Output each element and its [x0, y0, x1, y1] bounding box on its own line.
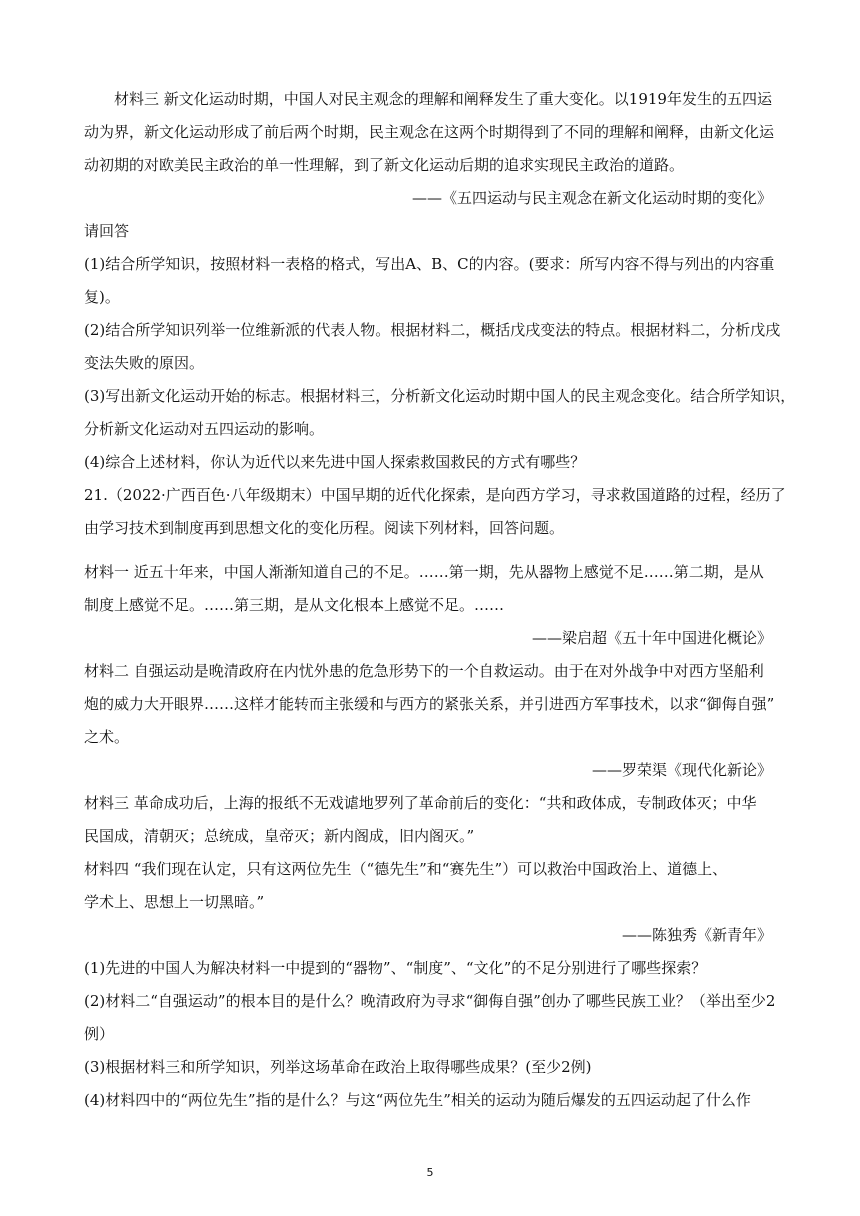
- q21-material-1-source: ——梁启超《五十年中国进化概论》: [531, 629, 772, 647]
- q21-intro-line-2: 由学习技术到制度再到思想文化的变化历程。阅读下列材料，回答问题。: [84, 519, 565, 537]
- q21-material-2-line-2: 炮的威力大开眼界……这样才能转而主张缓和与西方的紧张关系，并引进西方军事技术，以求“御侮自强”: [84, 695, 775, 713]
- q21-material-2-line-1: 材料二 自强运动是晚清政府在内忧外患的危急形势下的一个自救运动。由于在对外战争中对西方坚船利: [84, 662, 764, 680]
- q21-question-3: (3)根据材料三和所学知识，列举这场革命在政治上取得哪些成果？(至少2例): [84, 1058, 592, 1076]
- question-4: (4)综合上述材料，你认为近代以来先进中国人探索救国救民的方式有哪些？: [84, 453, 586, 471]
- q21-material-4-line-1: 材料四 “我们现在认定，只有这两位先生（“德先生”和“赛先生”）可以救治中国政治上、道德上、: [84, 860, 728, 878]
- q21-question-2-line-1: (2)材料二“自强运动”的根本目的是什么？晚清政府为寻求“御侮自强”创办了哪些民族工业？（举出至少2: [84, 992, 776, 1010]
- q21-material-3-line-1: 材料三 革命成功后，上海的报纸不无戏谑地罗列了革命前后的变化：“共和政体成，专制政体灭；中华: [84, 794, 757, 812]
- question-3-line-1: (3)写出新文化运动开始的标志。根据材料三，分析新文化运动时期中国人的民主观念变化。结合所学知识，: [84, 387, 796, 405]
- q21-material-2-line-3: 之术。: [84, 728, 130, 746]
- q21-material-2-source: ——罗荣渠《现代化新论》: [591, 761, 772, 779]
- material-3-source: ——《五四运动与民主观念在新文化运动时期的变化》: [411, 189, 772, 207]
- question-2-line-2: 变法失败的原因。: [84, 354, 205, 372]
- page-number: 5: [426, 1166, 434, 1179]
- question-1-line-2: 复)。: [84, 288, 120, 306]
- prompt-text: 请回答: [84, 222, 130, 240]
- q21-material-1-line-1: 材料一 近五十年来，中国人渐渐知道自己的不足。……第一期，先从器物上感觉不足……第二期，是从: [84, 563, 764, 581]
- q21-material-4-line-2: 学术上、思想上一切黑暗。”: [84, 893, 265, 911]
- question-2-line-1: (2)结合所学知识列举一位维新派的代表人物。根据材料二，概括戊戌变法的特点。根据材料二，分析戊戌: [84, 321, 781, 339]
- question-1-line-1: (1)结合所学知识，按照材料一表格的格式，写出A、B、C的内容。(要求：所写内容不得与列出的内容重: [84, 255, 775, 273]
- material-3-line-3: 动初期的对欧美民主政治的单一性理解，到了新文化运动后期的追求实现民主政治的道路。: [84, 156, 685, 174]
- q21-question-4: (4)材料四中的“两位先生”指的是什么？与这“两位先生”相关的运动为随后爆发的五四运动起了什么作: [84, 1091, 751, 1109]
- q21-question-2-line-2: 例）: [84, 1025, 115, 1043]
- question-3-line-2: 分析新文化运动对五四运动的影响。: [84, 420, 325, 438]
- q21-material-1-line-2: 制度上感觉不足。……第三期，是从文化根本上感觉不足。……: [84, 596, 505, 614]
- material-3-line-2: 动为界，新文化运动形成了前后两个时期，民主观念在这两个时期得到了不同的理解和阐释，由新文化运: [84, 123, 775, 141]
- material-3-line-1: 材料三 新文化运动时期，中国人对民主观念的理解和阐释发生了重大变化。以1919年发生的五四运: [114, 90, 772, 108]
- q21-question-1: (1)先进的中国人为解决材料一中提到的“器物”、“制度”、“文化”的不足分别进行了哪些探索？: [84, 959, 707, 977]
- q21-intro-line-1: 21.（2022·广西百色·八年级期末）中国早期的近代化探索，是向西方学习，寻求救国道路的过程，经历了: [84, 486, 786, 504]
- q21-material-3-line-2: 民国成，清朝灭；总统成，皇帝灭；新内阁成，旧内阁灭。”: [84, 827, 475, 845]
- q21-material-4-source: ——陈独秀《新青年》: [621, 926, 772, 944]
